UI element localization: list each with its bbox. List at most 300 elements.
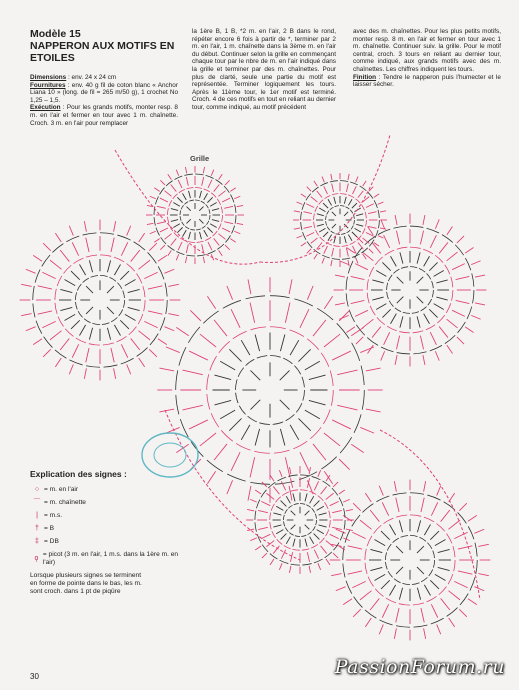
chain-arc (190, 229, 195, 230)
stitch-mark (436, 297, 447, 300)
stitch-mark (396, 498, 399, 512)
chain-arc (189, 200, 194, 201)
chain-arc (334, 543, 340, 551)
chain-arc (330, 370, 333, 386)
stitch-mark (138, 260, 150, 269)
stitch-mark (86, 238, 89, 252)
chain-arc (58, 317, 63, 327)
chain-arc (348, 195, 354, 198)
chain-arc (92, 323, 100, 324)
stitch-mark (319, 228, 325, 232)
chain-arc (284, 515, 285, 520)
stitch-mark (42, 272, 55, 278)
chain-arc (399, 332, 410, 333)
stitch-mark (225, 245, 230, 250)
chain-arc (396, 626, 410, 627)
page-title: Modèle 15 NAPPERON AUX MOTIFS EN ETOILES (30, 28, 175, 64)
stitch-mark (352, 532, 365, 538)
stitch-mark (149, 243, 157, 251)
stitch-mark (255, 546, 261, 550)
chain-arc (393, 269, 399, 273)
stitch-mark (310, 537, 314, 544)
stitch-mark (439, 327, 448, 338)
chain-arc (57, 276, 62, 286)
chain-arc (451, 277, 453, 288)
chain-arc (277, 477, 286, 481)
stitch-mark (219, 250, 223, 255)
chain-arc (410, 493, 424, 494)
stitch-mark (293, 493, 295, 501)
stitch-mark (314, 534, 320, 540)
chain-arc (276, 497, 281, 503)
stitch-mark (200, 232, 202, 239)
stitch-mark (399, 588, 402, 600)
stitch-mark (207, 227, 212, 232)
stitch-mark (478, 544, 488, 546)
chain-arc (201, 201, 205, 203)
stitch-mark (362, 319, 373, 328)
chain-arc (316, 520, 317, 525)
instructions-column-1 (30, 74, 178, 127)
chain-arc (209, 215, 210, 220)
chain-arc (361, 366, 364, 385)
stitch-mark (280, 429, 284, 446)
chain-arc (365, 563, 367, 574)
stitch-mark (368, 212, 376, 214)
stitch-mark (396, 608, 399, 622)
stitch-mark (324, 246, 328, 254)
chain-arc (314, 213, 315, 220)
stitch-mark (372, 280, 383, 283)
chain-arc (421, 577, 427, 582)
stitch-mark (204, 230, 208, 236)
stitch-mark (374, 574, 385, 580)
chain-arc (378, 220, 379, 228)
chain-arc (311, 544, 318, 548)
stitch-mark (369, 249, 373, 253)
chain-arc (91, 275, 98, 277)
stitch-mark (281, 501, 287, 507)
chain-arc (181, 205, 183, 209)
stitch-mark (438, 567, 450, 570)
stitch-mark (290, 478, 292, 488)
stitch-mark (186, 177, 188, 186)
stitch-mark (187, 207, 191, 211)
stitch-mark (399, 520, 402, 532)
chain-arc (447, 608, 458, 617)
chain-arc (78, 311, 83, 317)
stitch-mark (395, 215, 397, 225)
chain-arc (426, 325, 435, 330)
stitch-mark (424, 314, 430, 324)
chain-arc (389, 301, 393, 307)
chain-arc (433, 560, 434, 568)
stitch-mark (394, 628, 396, 638)
stitch-mark (158, 255, 167, 261)
chain-arc (362, 228, 365, 234)
stitch-mark (346, 183, 348, 191)
stitch-mark (333, 482, 338, 487)
chain-arc (367, 293, 369, 304)
stitch-mark (475, 275, 485, 277)
stitch-mark (430, 580, 439, 589)
chain-arc (374, 200, 377, 208)
chain-arc (324, 502, 328, 509)
chain-arc (173, 194, 178, 199)
chain-arc (246, 359, 255, 365)
chain-arc (302, 564, 311, 565)
stitch-mark (202, 177, 204, 186)
stitch-mark (237, 205, 243, 206)
chain-arc (339, 497, 343, 506)
stitch-mark (280, 334, 284, 351)
chain-arc (377, 317, 385, 324)
chain-arc (366, 220, 367, 227)
stitch-mark (258, 527, 268, 529)
chain-arc (103, 343, 114, 345)
stitch-mark (356, 236, 363, 243)
chain-arc (445, 335, 455, 343)
stitch-mark (160, 180, 165, 185)
stitch-mark (185, 167, 186, 173)
site-watermark: PassionForum.ru (334, 656, 505, 678)
stitch-mark (224, 206, 233, 208)
legend-item: ‡ = DB (30, 538, 180, 546)
stitch-mark (380, 211, 386, 212)
chain-arc (321, 457, 336, 469)
stitch-mark (381, 351, 385, 360)
chain-arc (346, 207, 350, 209)
stitch-mark (261, 534, 270, 538)
chain-arc (458, 512, 467, 523)
chain-arc (188, 242, 195, 243)
stitch-mark (417, 297, 424, 304)
stitch-mark (335, 303, 345, 305)
chain-arc (349, 310, 354, 322)
stitch-mark (423, 215, 425, 225)
chain-arc (350, 182, 358, 185)
chain-arc (285, 527, 288, 531)
chain-arc (350, 210, 353, 214)
chain-arc (467, 307, 472, 319)
stitch-mark (50, 331, 62, 340)
chain-arc (236, 443, 250, 450)
chain-arc (127, 264, 135, 272)
chain-arc (306, 505, 310, 508)
stitch-mark (448, 591, 460, 600)
stitch-mark (121, 344, 127, 357)
chain-arc (209, 209, 210, 214)
chain-arc (100, 233, 114, 234)
stitch-mark (317, 191, 322, 198)
symbol-legend (30, 470, 180, 596)
chain-arc (321, 353, 329, 367)
stitch-mark (307, 249, 311, 253)
stitch-mark (230, 188, 235, 192)
chain-arc (475, 543, 477, 557)
chain-arc (238, 368, 244, 377)
stitch-mark (317, 224, 324, 226)
stitch-mark (394, 481, 396, 491)
stitch-mark (26, 327, 36, 331)
stitch-mark (255, 334, 259, 351)
stitch-mark (323, 203, 328, 208)
chain-arc (222, 215, 223, 222)
stitch-mark (417, 252, 420, 263)
chain-arc (397, 353, 410, 354)
instructions-text-2: la 1ère B, 1 B, *2 m. en l'air, 2 B dans le rond, répéter encore 6 fois à partir de *, terminer par 2 m. en l'air, 1 m. chaînette dans la 3ème m. en l'air du début. Continuer selon la grille en commençant chaque tour par le nbre de m. en l'air indiqué dans la grille et terminer par des m. chaînettes. Pour plus de clarté, seule une partie du motif est représentée. Terminer logiquement les tours. Après le 11ème tour, le 1er motif est terminé. Croch. 4 de ces motifs en tout en reliant au dernier tour, comme indiqué, au motif précédent (192, 28, 336, 111)
chain-arc (150, 334, 158, 345)
stitch-mark (86, 307, 93, 314)
chain-arc (216, 179, 223, 184)
stitch-mark (360, 591, 372, 600)
stitch-mark (417, 277, 424, 284)
stitch-mark (64, 314, 75, 320)
chain-arc (211, 193, 216, 198)
chain-arc (403, 312, 410, 313)
stitch-mark (114, 221, 116, 231)
chain-arc (312, 508, 315, 512)
stitch-mark (307, 187, 311, 191)
stitch-mark (395, 355, 397, 365)
single-crochet-icon: | (36, 512, 38, 519)
stitch-mark (33, 339, 42, 345)
double-crochet-icon: † (35, 525, 39, 532)
chain-arc (100, 255, 111, 256)
stitch-mark (231, 309, 240, 328)
stitch-mark (400, 316, 403, 327)
chain-arc (432, 281, 434, 288)
chain-arc (236, 393, 239, 403)
stitch-mark (309, 566, 310, 573)
chain-arc (295, 536, 300, 537)
stitch-mark (207, 197, 212, 202)
stitch-mark (458, 571, 472, 574)
stitch-mark (376, 271, 386, 277)
instructions-column-3 (353, 28, 501, 89)
legend-title: Explication des signes : (30, 469, 127, 479)
chain-arc (219, 341, 230, 353)
stitch-mark (363, 181, 366, 186)
stitch-mark (421, 498, 424, 512)
stitch-mark (177, 227, 182, 232)
stitch-mark (459, 609, 467, 617)
stitch-mark (200, 433, 216, 446)
stitch-mark (309, 467, 310, 474)
stitch-mark (356, 214, 363, 216)
stitch-mark (298, 349, 310, 361)
chain-arc (387, 544, 391, 551)
chain-arc (410, 247, 421, 248)
stitch-mark (381, 531, 390, 540)
chain-arc (388, 275, 392, 281)
stitch-mark (241, 340, 250, 355)
chain-arc (375, 589, 383, 597)
chain-arc (410, 515, 421, 516)
stitch-mark (171, 209, 178, 211)
stitch-mark (331, 174, 332, 180)
execution-paragraph: Exécution : Pour les grands motifs, monter resp. 8 m. en l'air et fermer en tour avec 1 m. chaînette. Croch. 3 m. en l'air pour remplacer (30, 104, 178, 127)
chain-arc (315, 230, 318, 236)
chain-arc (460, 594, 468, 605)
stitch-mark (159, 368, 174, 371)
chain-arc (117, 235, 130, 240)
stitch-mark (313, 444, 326, 460)
stitch-mark (208, 180, 212, 188)
stitch-mark (309, 375, 326, 379)
chain-arc (117, 336, 127, 341)
chain-arc (318, 496, 324, 501)
stitch-mark (250, 370, 260, 380)
chain-arc (356, 199, 361, 204)
chain-arc (182, 222, 185, 226)
chain-arc (442, 235, 453, 243)
chain-arc (233, 331, 247, 339)
chain-arc (413, 603, 424, 605)
chain-arc (261, 490, 267, 498)
stitch-mark (314, 481, 318, 490)
stitch-mark (214, 320, 227, 336)
stitch-mark (437, 624, 441, 634)
chain-arc (369, 267, 374, 277)
stitch-mark (475, 303, 485, 305)
stitch-mark (114, 368, 116, 378)
chain-arc (333, 246, 340, 247)
chain-arc (166, 300, 167, 314)
stitch-mark (131, 338, 140, 350)
stitch-mark (328, 199, 332, 205)
stitch-mark (439, 242, 448, 253)
stitch-mark (42, 321, 55, 327)
stitch-mark (372, 297, 383, 300)
stitch-mark (159, 409, 174, 412)
stitch-mark (471, 261, 480, 265)
stitch-mark (237, 223, 243, 224)
chain-arc (437, 315, 444, 323)
stitch-mark (331, 260, 332, 266)
chain-arc (312, 476, 321, 479)
stitch-mark (224, 222, 233, 224)
stitch-mark (285, 303, 290, 323)
stitch-mark (168, 250, 172, 255)
stitch-mark (208, 242, 212, 250)
stitch-mark (69, 364, 73, 374)
stitch-mark (290, 552, 292, 562)
chain-arc (75, 302, 77, 309)
chain-arc (303, 390, 305, 401)
chain-arc (455, 245, 463, 255)
chain-arc (207, 460, 223, 472)
stitch-mark (351, 276, 365, 279)
chain-arc (123, 300, 124, 308)
chain-arc (468, 526, 474, 539)
stitch-mark (397, 277, 404, 284)
stitch-mark (332, 527, 342, 529)
chain-arc (283, 358, 292, 364)
chain-arc (326, 529, 329, 536)
chain-arc (250, 482, 270, 484)
chain-arc (137, 348, 148, 357)
stitch-mark (324, 296, 332, 308)
stitch-mark (148, 311, 162, 314)
stitch-mark (144, 321, 157, 327)
stitch-mark (468, 515, 477, 521)
stitch-mark (382, 502, 388, 515)
chain-arc (385, 250, 394, 255)
stitch-mark (50, 260, 62, 269)
chain-arc (138, 314, 143, 324)
chain-arc (476, 560, 477, 574)
stitch-mark (171, 220, 178, 222)
chain-arc (154, 206, 155, 215)
chain-arc (362, 504, 373, 513)
stitch-mark (294, 211, 300, 212)
stitch-mark (273, 546, 279, 554)
stitch-mark (396, 336, 399, 350)
chain-arc (270, 512, 271, 520)
chain-arc (437, 524, 445, 532)
stitch-mark (343, 499, 350, 502)
stitch-mark (319, 513, 327, 515)
stitch-mark (298, 418, 310, 430)
stitch-mark (189, 351, 208, 360)
stitch-mark (289, 467, 290, 474)
chain-arc (324, 195, 330, 198)
chain-arc (280, 560, 289, 563)
stitch-mark (326, 493, 334, 499)
stitch-mark (379, 624, 383, 634)
stitch-mark (211, 170, 213, 176)
stitch-mark (293, 539, 295, 547)
stitch-mark (314, 181, 317, 186)
chain-arc (413, 352, 426, 354)
stitch-mark (330, 501, 339, 505)
stitch-mark (310, 496, 314, 503)
chain-arc (185, 226, 189, 228)
stitch-mark (247, 529, 254, 530)
stitch-mark (370, 510, 379, 522)
chain-arc (386, 598, 396, 603)
stitch-mark (300, 452, 309, 471)
stitch-mark (131, 250, 140, 262)
stitch-mark (125, 280, 136, 286)
stitch-mark (330, 534, 339, 538)
stitch-mark (335, 275, 345, 277)
stitch-mark (71, 271, 80, 280)
stitch-mark (84, 221, 86, 231)
chain-arc (302, 377, 305, 387)
chain-stitch-icon: ○ (34, 486, 40, 493)
chain-arc (350, 241, 356, 244)
chain-arc (195, 174, 204, 175)
stitch-mark (150, 196, 156, 198)
stitch-mark (190, 310, 201, 321)
stitch-mark (334, 197, 336, 204)
chain-arc (86, 255, 97, 257)
legend-item: ○ = m. en l'air (30, 486, 180, 494)
chain-arc (255, 522, 256, 531)
stitch-mark (144, 272, 157, 278)
stitch-mark (305, 539, 307, 547)
stitch-mark (306, 232, 314, 236)
stitch-mark (71, 320, 80, 329)
stitch-mark (382, 262, 390, 270)
chain-arc (360, 186, 367, 191)
stitch-mark (89, 328, 92, 340)
chain-arc (77, 284, 81, 291)
stitch-mark (303, 226, 311, 228)
chain-arc (378, 229, 390, 234)
